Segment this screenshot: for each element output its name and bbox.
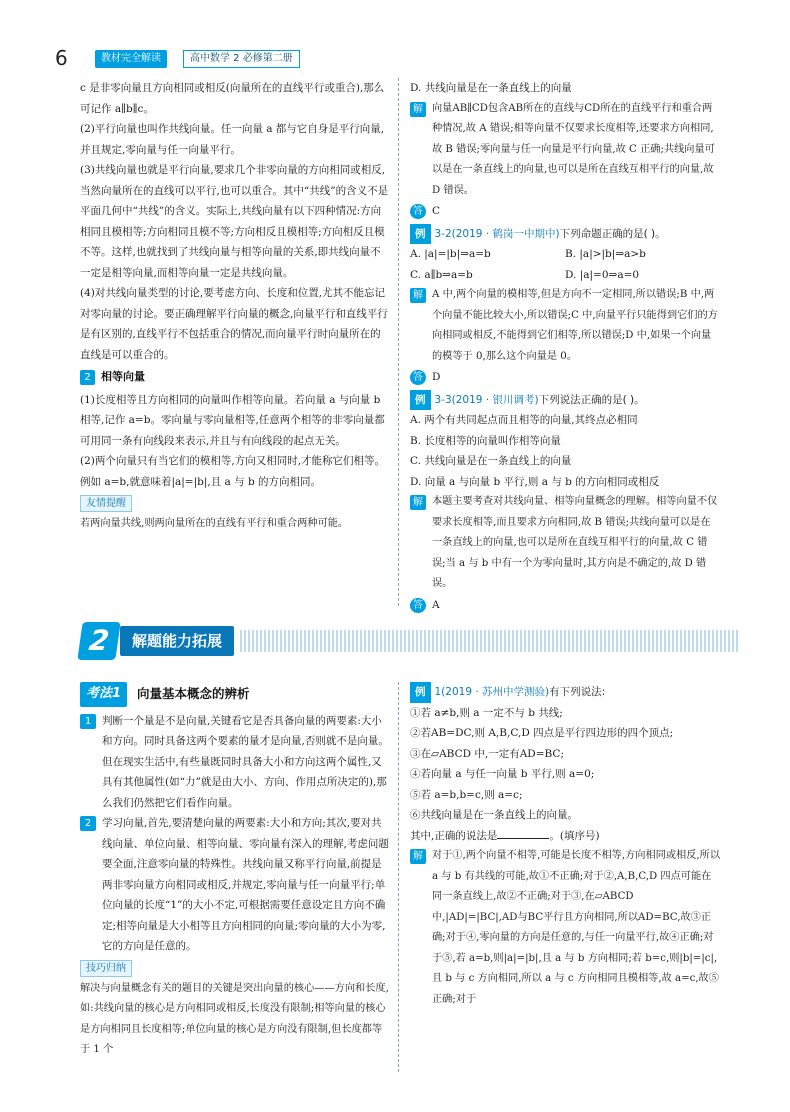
example-stem: 下列说法正确的是( )。 <box>538 393 645 406</box>
section-heading <box>80 367 390 388</box>
option: B. |a|>|b|⇒a>b <box>565 248 646 260</box>
statement-item: ④若向量 a 与任一向量 b 平行,则 a=0; <box>410 768 595 780</box>
options-grid <box>410 244 720 285</box>
statement-item: ⑤若 a=b,b=c,则 a=c; <box>410 788 523 801</box>
paragraph: (2)平行向量也叫作共线向量。任一向量 a 都与它自身是平行向量,并且规定,零向量与任一向量平行。 <box>80 123 385 156</box>
example-stem: 下列命题正确的是( )。 <box>559 227 666 240</box>
book-label: 高中数学 2 必修第二册 <box>183 50 300 68</box>
left-column-bottom <box>80 682 390 1061</box>
section-banner <box>80 622 740 660</box>
solution-badge: 解 <box>410 849 426 864</box>
answer-text: A <box>432 598 440 611</box>
example-heading <box>410 682 720 703</box>
example-id: 1(2019 · 苏州中学测验) <box>434 686 550 698</box>
answer-badge: 答 <box>410 204 426 219</box>
statement-item: ①若 a≠b,则 a 一定不与 b 共线; <box>410 706 563 719</box>
point-text: 学习向量,首先,要清楚向量的两要素:大小和方向;其次,要对共线向量、单位向量、相等向量、零向量有深入的理解,考虑问题要全面,注意零向量的特殊性。共线向量又称平行向量,前提是两非零向量方向相同或相反,并规定,零向量与任一向量平行;单位向量的长度“1”的大小不定,可根据需要任意设定且方向不确定;相等向量是大小相等且方向相同的向量;零向量的大小为零,它的方向是任意的。 <box>102 817 389 952</box>
example-id: 3-3(2019 · 银川调考) <box>434 393 539 406</box>
answer-text: D <box>432 371 441 383</box>
page-number: 6 <box>55 46 68 70</box>
method-title: 向量基本概念的辨析 <box>137 686 250 701</box>
option: D. |a|=0⇒a=0 <box>565 268 640 281</box>
column-divider <box>398 78 399 606</box>
point-item <box>80 711 390 814</box>
solution-badge: 解 <box>410 288 426 303</box>
answer-block <box>410 201 720 222</box>
banner-title: 解题能力拓展 <box>120 626 234 656</box>
point-number-badge: 2 <box>80 816 96 831</box>
example-stem: 有下列说法: <box>549 686 606 698</box>
question-prefix: 其中,正确的说法是 <box>410 829 498 842</box>
point-text: 判断一个量是不是向量,关键看它是否具备向量的两要素:大小和方向。同时具备这两个要素的量才是向量,否则就不是向量。但在现实生活中,有些量既同时具备大小和方向这两个属性,又具有其他属性(如“力”就是由大小、方向、作用点所决定的),那么我们仍然把它们看作向量。 <box>102 714 389 809</box>
banner-number: 2 <box>77 622 120 660</box>
answer-blank <box>497 826 549 839</box>
option: A. 两个有共同起点而且相等的向量,其终点必相同 <box>410 414 638 426</box>
paragraph: (4)对共线向量类型的讨论,要考虑方向、长度和位置,尤其不能忘记对零向量的讨论。要正确理解平行向量的概念,向量平行和直线平行是有区别的,直线平行不包括重合的情况,而向量平行时向量所在的直线是可以重合的。 <box>80 287 388 361</box>
paragraph: (3)共线向量也就是平行向量,要求几个非零向量的方向相同或相反,当然向量所在的直线可以平行,也可以重合。其中“共线”的含义不是平面几何中“共线”的含义。实际上,共线向量有以下四种情况:方向相同且模相等;方向相同且模不等;方向相反且模相等;方向相反且模不等。这样,也就找到了共线向量与相等向量的关系,即共线向量不一定是相等向量,而相等向量一定是共线向量。 <box>80 164 389 279</box>
option: C. 共线向量是在一条直线上的向量 <box>410 455 572 467</box>
method-badge: 考法1 <box>80 682 127 707</box>
statement-item: ⑥共线向量是在一条直线上的向量。 <box>410 809 578 821</box>
option: A. |a|=|b|⇒a=b <box>410 248 491 260</box>
point-number-badge: 1 <box>80 714 96 729</box>
option: C. a∥b⇒a=b <box>410 268 473 281</box>
paragraph: c 是非零向量且方向相同或相反(向量所在的直线平行或重合),那么可记作 a∥b∥c。 <box>80 82 385 115</box>
answer-block <box>410 595 720 616</box>
section-title: 相等向量 <box>101 370 145 383</box>
solution-text: A 中,两个向量的模相等,但是方向不一定相同,所以错误;B 中,两个向量不能比较大小,所以错误;C 中,向量平行只能得到它们的方向相同或相反,不能得到它们相等,所以错误;D 中,如果一个向量的模等于 0,那么这个向量是 0。 <box>432 289 718 362</box>
example-badge: 例 <box>410 224 431 245</box>
column-divider-lower <box>398 682 399 1072</box>
point-item <box>80 813 390 957</box>
answer-block <box>410 367 720 388</box>
tip-label: 友情提醒 <box>80 495 132 512</box>
example-badge: 例 <box>410 390 431 411</box>
tip-label: 技巧归纳 <box>80 960 132 977</box>
solution-badge: 解 <box>410 102 426 117</box>
example-id: 3-2(2019 · 鹤岗一中期中) <box>434 227 560 240</box>
answer-badge: 答 <box>410 598 426 613</box>
paragraph: (2)两个向量只有当它们的模相等,方向又相同时,才能称它们相等。例如 a=b,就意味着|a|=|b|,且 a 与 b 的方向相同。 <box>80 455 386 488</box>
left-column-top <box>80 78 390 535</box>
statement-item: ②若AB=DC,则 A,B,C,D 四点是平行四边形的四个顶点; <box>410 727 674 739</box>
option-d: D. 共线向量是在一条直线上的向量 <box>410 82 572 94</box>
answer-badge: 答 <box>410 370 426 385</box>
paragraph: (1)长度相等且方向相同的向量叫作相等向量。若向量 a 与向量 b 相等,记作 a=b。零向量与零向量相等,任意两个相等的非零向量都可用同一条有向线段来表示,并且与有向线段的起点无关。 <box>80 393 385 447</box>
solution-block <box>410 99 720 202</box>
example-heading <box>410 224 720 245</box>
example-heading <box>410 390 720 411</box>
page-header <box>55 48 755 70</box>
statement-item: ③在▱ABCD 中,一定有AD=BC; <box>410 747 564 760</box>
right-column-bottom <box>410 682 720 1010</box>
banner-stripes <box>240 630 740 652</box>
question-suffix: 。(填序号) <box>549 829 600 842</box>
solution-badge: 解 <box>410 495 426 510</box>
right-column-top <box>410 78 720 615</box>
solution-text: 本题主要考查对共线向量、相等向量概念的理解。相等向量不仅要求长度相等,而且要求方向相同,故 B 错误;共线向量可以是在一条直线上的向量,也可以是所在直线互相平行的向量,故 C 错误;当 a 与 b 中有一个为零向量时,其方向是不确定的,故 D 错误。 <box>432 496 718 589</box>
question-line <box>410 826 720 847</box>
solution-text: 对于①,两个向量不相等,可能是长度不相等,方向相同或相反,所以 a 与 b 有共线的可能,故①不正确;对于②,A,B,C,D 四点可能在同一条直线上,故②不正确;对于③,在▱ABCD 中,|AD|=|BC|,AD与BC平行且方向相同,所以AD=BC,故③正确;对于④,零向量的方向是任意的,与任一向量平行,故④正确;对于⑤,若 a=b,则|a|=|b|,且 a 与 b 方向相同;若 b=c,则|b|=|c|,且 b 与 c 方向相同,所以 a 与 c 方向相同且模相等,故 a=c,故⑤正确;对于 <box>432 850 721 1005</box>
series-label: 教材完全解读 <box>95 50 167 68</box>
answer-text: C <box>432 205 441 217</box>
solution-block <box>410 285 720 367</box>
section-number-badge: 2 <box>80 370 95 385</box>
option: B. 长度相等的向量叫作相等向量 <box>410 434 561 447</box>
solution-block <box>410 492 720 595</box>
method-heading <box>80 682 390 707</box>
option: D. 向量 a 与向量 b 平行,则 a 与 b 的方向相同或相反 <box>410 475 660 488</box>
tip-text: 解决与向量概念有关的题目的关键是突出向量的核心——方向和长度,如:共线向量的核心是方向相同或相反,长度没有限制;相等向量的核心是方向相同且长度相等;单位向量的核心是方向没有限制,但长度都等于 1 个 <box>80 982 389 1055</box>
example-badge: 例 <box>410 682 431 703</box>
solution-text: 向量AB∥CD包含AB所在的直线与CD所在的直线平行和重合两种情况,故 A 错误;相等向量不仅要求长度相等,还要求方向相同,故 B 错误;零向量与任一向量是平行向量,故 C 正确;共线向量可以是在一条直线上的向量,也可以是所在直线互相平行的向量,故 D 错误。 <box>432 102 715 196</box>
tip-text: 若两向量共线,则两向量所在的直线有平行和重合两种可能。 <box>80 518 349 529</box>
solution-block <box>410 846 720 1010</box>
